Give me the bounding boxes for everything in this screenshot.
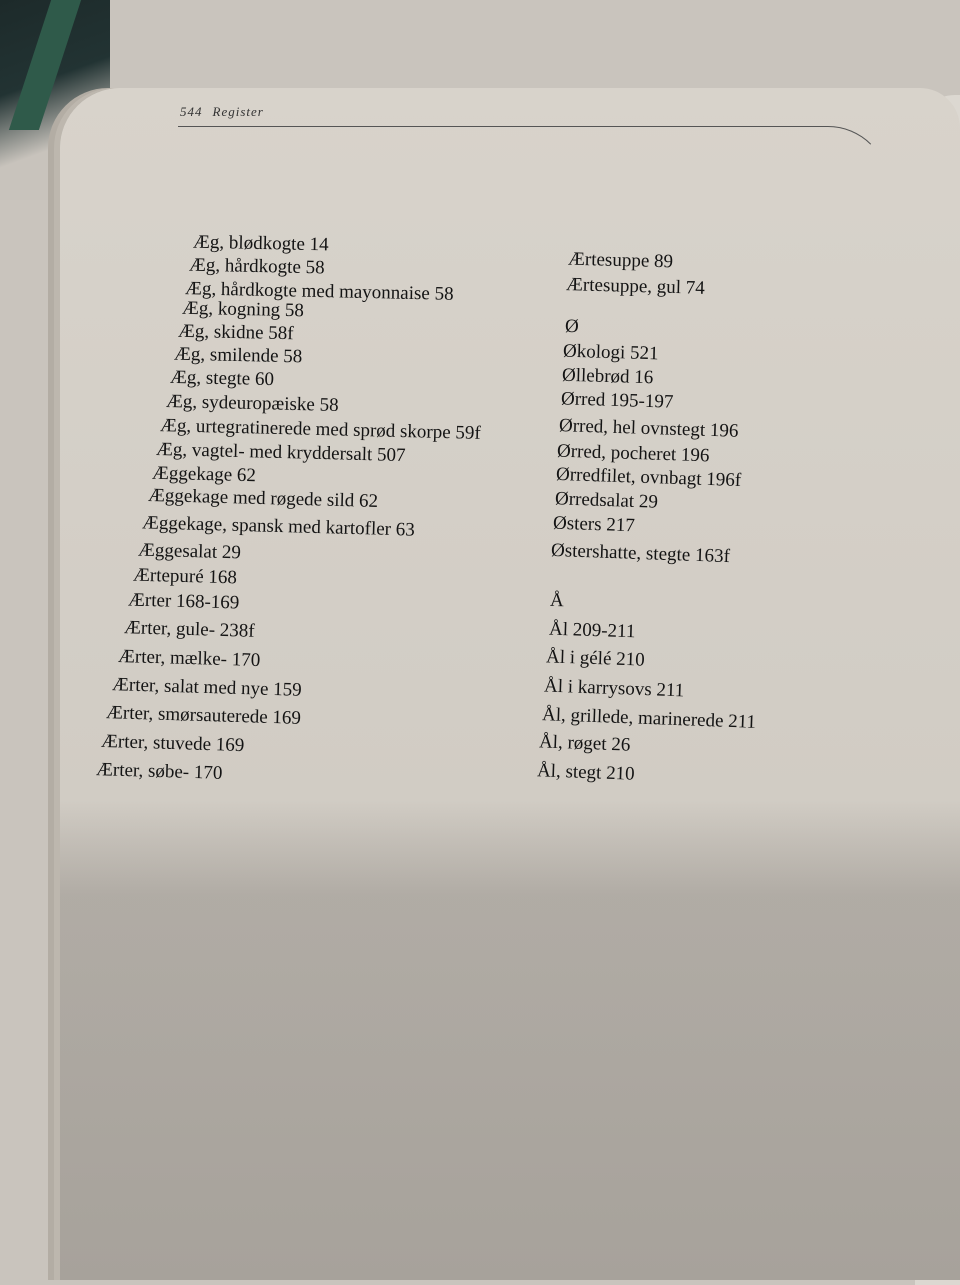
header-rule	[178, 126, 889, 187]
index-entry: Ørredfilet, ovnbagt 196f	[555, 463, 742, 492]
index-entry: Ål 209-211	[548, 618, 636, 643]
index-entry: Ørred, hel ovnstegt 196	[558, 415, 739, 442]
index-entry: Ærter, søbe- 170	[95, 759, 223, 784]
index-entry: Æg, sydeuropæiske 58	[165, 391, 339, 416]
index-entry: Ål i gélé 210	[545, 646, 646, 671]
index-entry: Ørred 195-197	[560, 388, 674, 413]
index-entry: Økologi 521	[562, 340, 659, 365]
letter-heading: Ø	[564, 315, 580, 338]
index-entry: Ål, røget 26	[538, 731, 631, 756]
index-entry: Æg, smilende 58	[173, 343, 303, 368]
index-entry: Æg, vagtel- med kryddersalt 507	[155, 438, 406, 467]
index-entry: Æg, stegte 60	[169, 366, 275, 391]
letter-heading: Å	[549, 589, 565, 612]
index-entry: Ærter 168-169	[127, 589, 240, 614]
index-entry: Ærter, mælke- 170	[117, 646, 261, 671]
index-entry: Ærtesuppe 89	[567, 248, 674, 273]
index-entry: Ørred, pocheret 196	[556, 440, 710, 467]
index-entry: Æg, skidne 58f	[177, 320, 294, 345]
index-entry: Æg, kogning 58	[181, 297, 305, 322]
hand-shadow	[60, 800, 960, 1280]
index-entry: Æg, hårdkogte med mayonnaise 58	[184, 278, 454, 305]
running-header	[180, 104, 264, 120]
index-entry: Æg, blødkogte 14	[192, 231, 329, 256]
index-entry: Ærtepuré 168	[132, 564, 238, 589]
index-entry: Ørredsalat 29	[554, 488, 659, 513]
index-entry: Ærtesuppe, gul 74	[565, 274, 706, 299]
index-entry: Østers 217	[552, 512, 636, 537]
index-entry: Ål i karrysovs 211	[543, 675, 685, 702]
page-number: 544	[180, 104, 203, 119]
index-entry: Ål, grillede, marinerede 211	[541, 704, 757, 733]
section-title: Register	[212, 104, 264, 119]
index-entry: Ål, stegt 210	[536, 760, 636, 785]
index-entry: Ærter, salat med nye 159	[111, 674, 303, 701]
index-entry: Østershatte, stegte 163f	[550, 539, 731, 568]
index-entry: Æg, hårdkogte 58	[188, 254, 325, 279]
index-entry: Æggekage med røgede sild 62	[147, 484, 379, 513]
index-entry: Øllebrød 16	[561, 364, 654, 389]
index-entry: Ærter, gule- 238f	[123, 617, 255, 642]
index-entry: Æggekage 62	[151, 462, 257, 487]
index-entry: Æggesalat 29	[137, 539, 242, 564]
index-entry: Ærter, smørsauterede 169	[105, 702, 302, 729]
index-entry: Ærter, stuvede 169	[100, 730, 245, 757]
index-entry: Æg, urtegratinerede med sprød skorpe 59f	[159, 415, 482, 444]
index-entry: Æggekage, spansk med kartofler 63	[141, 512, 416, 541]
